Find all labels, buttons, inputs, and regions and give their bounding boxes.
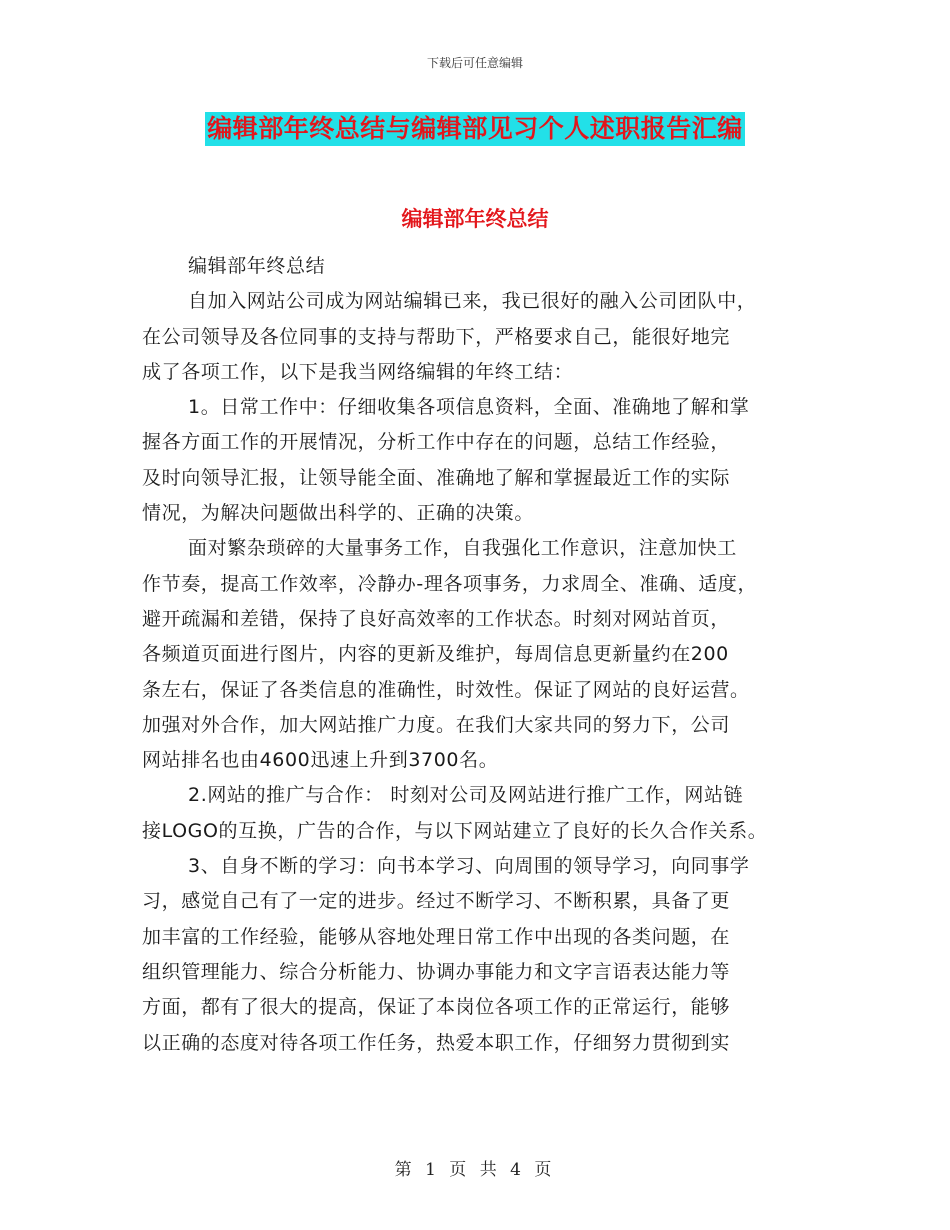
paragraph-line: 1。日常工作中：仔细收集各项信息资料，全面、准确地了解和掌 — [188, 396, 750, 419]
paragraph-line: 各频道页面进行图片，内容的更新及维护，每周信息更新量约在200 — [142, 643, 729, 666]
paragraph-line: 在公司领导及各位同事的支持与帮助下，严格要求自己，能很好地完 — [142, 325, 731, 348]
paragraph-line: 网站排名也由4600迅速上升到3700名。 — [142, 749, 499, 772]
main-title: 编辑部年终总结与编辑部见习个人述职报告汇编 — [205, 112, 745, 146]
paragraph-line: 2.网站的推广与合作： 时刻对公司及网站进行推广工作，网站链 — [188, 784, 744, 807]
paragraph-line: 组织管理能力、综合分析能力、协调办事能力和文字言语表达能力等 — [142, 960, 731, 983]
main-title-container — [0, 112, 950, 146]
paragraph-line: 习，感觉自己有了一定的进步。经过不断学习、不断积累，具备了更 — [142, 890, 731, 913]
paragraph-line: 接LOGO的互换，广告的合作，与以下网站建立了良好的长久合作关系。 — [142, 819, 768, 842]
paragraph-line: 及时向领导汇报，让领导能全面、准确地了解和掌握最近工作的实际 — [142, 466, 731, 489]
paragraph-line: 面对繁杂琐碎的大量事务工作，自我强化工作意识，注意加快工 — [188, 537, 737, 560]
paragraph-line: 编辑部年终总结 — [188, 255, 326, 277]
paragraph-line: 条左右，保证了各类信息的准确性，时效性。保证了网站的良好运营。 — [142, 678, 750, 701]
paragraph-line: 成了各项工作，以下是我当网络编辑的年终工结： — [142, 360, 574, 383]
header-note: 下载后可任意编辑 — [426, 56, 523, 70]
paragraph-line: 握各方面工作的开展情况，分析工作中存在的问题，总结工作经验， — [142, 431, 731, 454]
paragraph-line: 加丰富的工作经验，能够从容地处理日常工作中出现的各类问题，在 — [142, 925, 731, 948]
paragraph-line: 情况，为解决问题做出科学的、正确的决策。 — [142, 502, 535, 525]
paragraph-line: 以正确的态度对待各项工作任务，热爱本职工作，仔细努力贯彻到实 — [142, 1031, 731, 1054]
paragraph-line: 作节奏，提高工作效率，冷静办-理各项事务，力求周全、准确、适度， — [142, 572, 758, 595]
paragraph-line: 避开疏漏和差错，保持了良好高效率的工作状态。时刻对网站首页， — [142, 607, 731, 630]
paragraph-line: 方面，都有了很大的提高，保证了本岗位各项工作的正常运行，能够 — [142, 996, 731, 1019]
paragraph-line: 3、自身不断的学习：向书本学习、向周围的领导学习，向同事学 — [188, 855, 750, 878]
page-number-footer: 第 1 页 共 4 页 — [394, 1160, 556, 1180]
paragraph-line: 加强对外合作，加大网站推广力度。在我们大家共同的努力下，公司 — [142, 713, 731, 736]
section-title: 编辑部年终总结 — [401, 207, 549, 231]
body-text — [142, 249, 814, 1061]
paragraph-line: 自加入网站公司成为网站编辑已来，我已很好的融入公司团队中， — [188, 290, 757, 313]
